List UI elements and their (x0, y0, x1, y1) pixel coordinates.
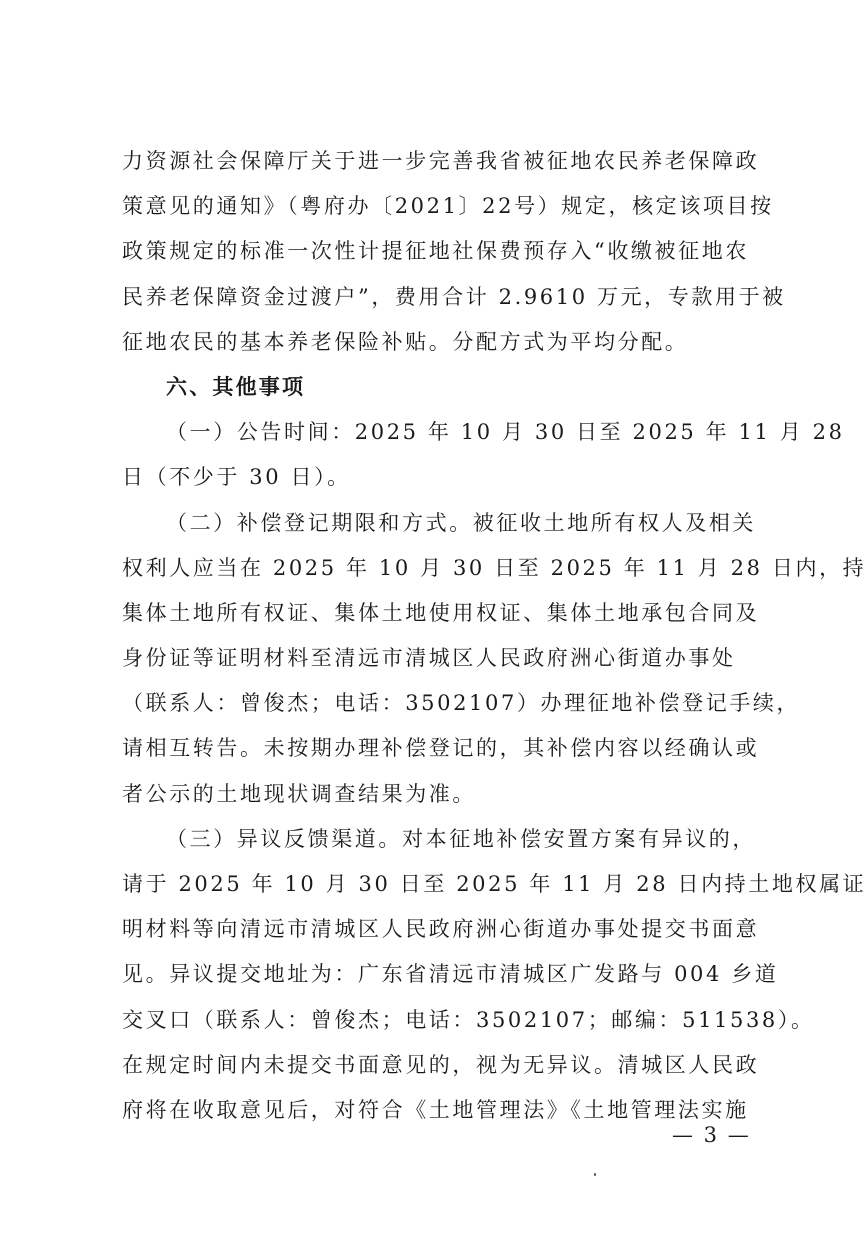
scan-speck (594, 1173, 596, 1176)
paragraph-line: 策意见的通知》（粤府办〔2021〕22号）规定，核定该项目按 (122, 194, 774, 219)
paragraph-line: 征地农民的基本养老保险补贴。分配方式为平均分配。 (122, 329, 689, 354)
paragraph-line: 者公示的土地现状调查结果为准。 (122, 781, 476, 806)
paragraph-line: 见。异议提交地址为：广东省清远市清城区广发路与 004 乡道 (122, 962, 779, 987)
paragraph-line: 权利人应当在 2025 年 10 月 30 日至 2025 年 11 月 28 日内，持 (122, 555, 866, 580)
paragraph-line: 府将在收取意见后，对符合《土地管理法》《土地管理法实施 (122, 1097, 749, 1122)
paragraph-line: 请于 2025 年 10 月 30 日至 2025 年 11 月 28 日内持土地权属证 (122, 872, 866, 896)
paragraph-line: 政策规定的标准一次性计提征地社保费预存入“收缴被征地农 (122, 239, 749, 264)
paragraph-line: 身份证等证明材料至清远市清城区人民政府洲心街道办事处 (122, 646, 736, 671)
paragraph-line: 日（不少于 30 日）。 (122, 465, 351, 490)
page-number: — 3 — (672, 1123, 751, 1147)
paragraph-line: （联系人：曾俊杰；电话：3502107）办理征地补偿登记手续， (122, 691, 801, 716)
paragraph-line: （二）补偿登记期限和方式。被征收土地所有权人及相关 (166, 510, 756, 535)
paragraph-line: 请相互转告。未按期办理补偿登记的，其补偿内容以经确认或 (122, 736, 760, 761)
document-body (122, 140, 866, 1134)
paragraph-line: 在规定时间内未提交书面意见的，视为无异议。清城区人民政 (122, 1052, 760, 1077)
paragraph-line: 民养老保障资金过渡户”，费用合计 2.9610 万元，专款用于被 (122, 284, 786, 309)
section-heading: 六、其他事项 (166, 374, 306, 399)
paragraph-line: 集体土地所有权证、集体土地使用权证、集体土地承包合同及 (122, 600, 760, 625)
paragraph-line: 明材料等向清远市清城区人民政府洲心街道办事处提交书面意 (122, 917, 760, 942)
paragraph-line: （三）异议反馈渠道。对本征地补偿安置方案有异议的， (166, 826, 756, 851)
paragraph-line: （一）公告时间：2025 年 10 月 30 日至 2025 年 11 月 28 (166, 420, 845, 445)
paragraph-line: 力资源社会保障厅关于进一步完善我省被征地农民养老保障政 (122, 149, 760, 173)
paragraph-line: 交叉口（联系人：曾俊杰；电话：3502107；邮编：511538）。 (122, 1007, 815, 1032)
